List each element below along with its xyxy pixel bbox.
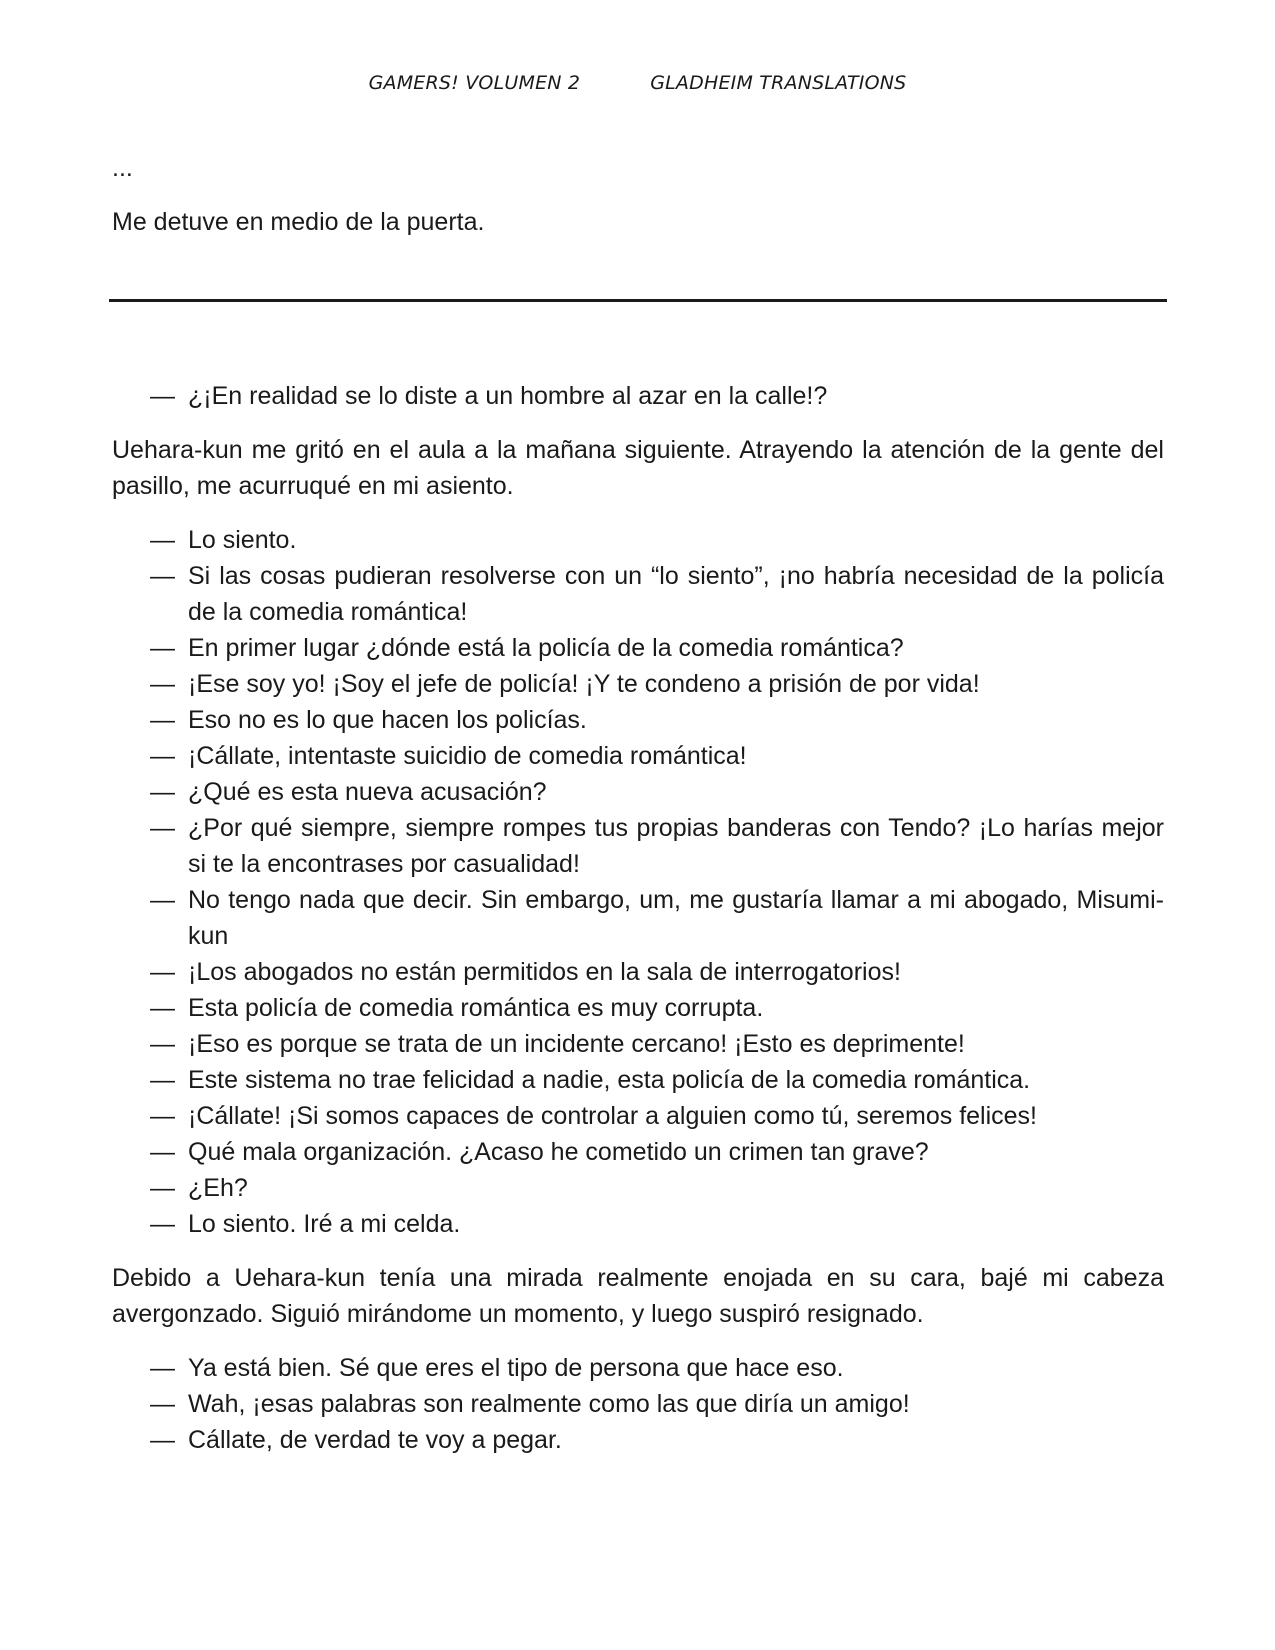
dialogue-line: — ¡Los abogados no están permitidos en la sala de interrogatorios! [112,954,1164,990]
dialogue-line: — Eso no es lo que hacen los policías. [112,702,1164,738]
running-header [0,72,1275,94]
dialogue-line: — ¿Por qué siempre, siempre rompes tus propias banderas con Tendo? ¡Lo harías mejor si te la encontrases por casualidad! [112,810,1164,882]
section-divider [109,299,1167,302]
dialogue-line: — ¡Cállate! ¡Si somos capaces de controlar a alguien como tú, seremos felices! [112,1098,1164,1134]
dialogue-line: — ¡Cállate, intentaste suicidio de comedia romántica! [112,738,1164,774]
header-translator: GLADHEIM TRANSLATIONS [650,72,907,94]
dialogue-line: — Cállate, de verdad te voy a pegar. [112,1422,1164,1458]
dialogue-list-1 [112,378,1164,414]
narration-paragraph: Debido a Uehara-kun tenía una mirada realmente enojada en su cara, bajé mi cabeza avergonzado. Siguió mirándome un momento, y luego suspiró resignado. [112,1264,1164,1328]
dialogue-line: — No tengo nada que decir. Sin embargo, um, me gustaría llamar a mi abogado, Misumi-kun [112,882,1164,954]
dialogue-line: — Si las cosas pudieran resolverse con un “lo siento”, ¡no habría necesidad de la policía de la comedia romántica! [112,558,1164,630]
dialogue-line: — Qué mala organización. ¿Acaso he cometido un crimen tan grave? [112,1134,1164,1170]
top-block [112,150,1164,240]
dialogue-line: — Wah, ¡esas palabras son realmente como las que diría un amigo! [112,1386,1164,1422]
main-text [112,378,1164,1458]
dialogue-line: — ¿Eh? [112,1170,1164,1206]
dialogue-line: — Ya está bien. Sé que eres el tipo de persona que hace eso. [112,1350,1164,1386]
dialogue-list-3 [112,1350,1164,1458]
dialogue-line: — Lo siento. Iré a mi celda. [112,1206,1164,1242]
dialogue-line: — En primer lugar ¿dónde está la policía de la comedia romántica? [112,630,1164,666]
dialogue-line: — ¡Eso es porque se trata de un incidente cercano! ¡Esto es deprimente! [112,1026,1164,1062]
dialogue-line: — ¿¡En realidad se lo diste a un hombre al azar en la calle!? [112,378,1164,414]
dialogue-line: — ¿Qué es esta nueva acusación? [112,774,1164,810]
dialogue-line: — Lo siento. [112,522,1164,558]
header-book-title: GAMERS! VOLUMEN 2 [368,72,581,94]
narration-paragraph: Uehara-kun me gritó en el aula a la mañana siguiente. Atrayendo la atención de la gente del pasillo, me acurruqué en mi asiento. [112,436,1164,500]
dialogue-line: — Este sistema no trae felicidad a nadie, esta policía de la comedia romántica. [112,1062,1164,1098]
dialogue-line: — ¡Ese soy yo! ¡Soy el jefe de policía! ¡Y te condeno a prisión de por vida! [112,666,1164,702]
ellipsis-line: ... [112,154,133,182]
dialogue-list-2 [112,522,1164,1242]
text-line: Me detuve en medio de la puerta. [112,208,485,236]
dialogue-line: — Esta policía de comedia romántica es muy corrupta. [112,990,1164,1026]
